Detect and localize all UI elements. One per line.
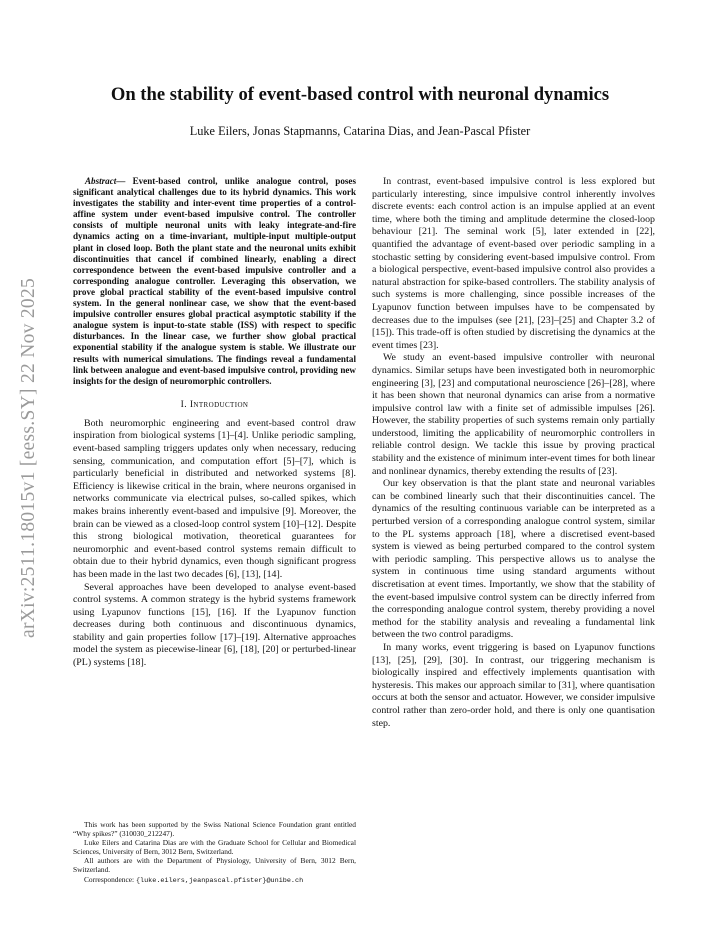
intro-paragraph: In many works, event triggering is based on Lyapunov functions [13], [25], [29], [30]. In contrast, our triggering mechanism is biologically inspired and effectively implements quantisation with hysteresis. This makes our approach similar to [31], where quantisation occurs at both the sensor and actuator. However, we consider impulsive control rather than zero-order hold, and there is only one quantisation step. (372, 641, 655, 729)
footnote-affiliation: All authors are with the Department of Physiology, University of Bern, 3012 Bern, Switzerland. (73, 856, 356, 875)
intro-paragraph: In contrast, event-based impulsive control is less explored but particularly interesting, since impulsive control inherently involves discrete events: each control action is an impulse applied at an event time, where both the timing and amplitude determine the closed-loop behaviour [21]. The seminal work [5], later extended in [22], quantified the advantage of event-based over periodic sampling in a stochastic setting by considering event-based impulsive control. From a biological perspective, event-based impulsive control also provides a natural abstraction for spike-based controllers. The stability analysis of such systems is more challenging, since possible increases of the Lyapunov function between impulses have to be compensated by decreases due to the impulses (see [21], [23]–[25] and Chapter 3.2 of [15]). This trade-off is often studied by discretising the dynamics at the event times [23]. (372, 176, 655, 351)
correspondence-email: {luke.eilers,jeanpascal.pfister}@unibe.ch (135, 876, 304, 885)
arxiv-identifier: arXiv:2511.18015v1 [eess.SY] 22 Nov 2025 (18, 277, 39, 638)
footnotes (73, 820, 356, 886)
footnote-affiliation: Luke Eilers and Catarina Dias are with the Graduate School for Cellular and Biomedical Sciences, University of Bern, 3012 Bern, Switzerland. (73, 838, 356, 857)
author-list: Luke Eilers, Jonas Stapmanns, Catarina Dias, and Jean-Pascal Pfister (189, 124, 531, 138)
left-column (73, 176, 356, 670)
abstract-label: Abstract (85, 176, 117, 186)
paper-title: On the stability of event-based control with neuronal dynamics (110, 84, 610, 105)
section-heading-introduction: I. Introduction (180, 398, 249, 410)
footnote-funding: This work has been supported by the Swiss National Science Foundation grant entitled “Why spikes?” (310030_212247). (73, 820, 356, 839)
intro-paragraph: Several approaches have been developed to analyse event-based control systems. A common strategy is the hybrid systems framework using Lyapunov functions [15], [16]. If the Lyapunov function decreases during both continuous and discontinuous dynamics, stability and gain properties follow [17]–[19]. Alternative approaches model the system as piecewise-linear [6], [18], [20] or perturbed-linear (PL) systems [18]. (73, 581, 356, 669)
intro-paragraph: We study an event-based impulsive controller with neuronal dynamics. Similar setups have been investigated both in neuromorphic engineering [3], [23] and computational neuroscience [26]–[28], where it has been shown that neuronal dynamics can arise from a normative impulsive control law with a finite set of admissible impulses [26]. However, the stability properties of such systems remain only partially understood, limiting the applicability of neuromorphic controllers in reliable control design. We tackle this issue by proving practical stability and the existence of minimum inter-event times for both linear and nonlinear dynamics, thereby extending the results of [23]. (372, 352, 655, 477)
abstract (73, 176, 356, 387)
intro-paragraph: Both neuromorphic engineering and event-based control draw inspiration from biological systems [1]–[4]. Unlike periodic sampling, event-based sampling triggers updates only when necessary, reducing sensing, communication, and computation effort [5]–[7], which is particularly beneficial in distributed and networked systems [8]. Efficiency is likewise critical in the brain, where neurons organised in networks communicate via electrical pulses, so-called spikes, which makes brains inherently event-based and impulsive [9]. Moreover, the brain can be viewed as a closed-loop control system [10]–[12]. Despite this strong biological motivation, theoretical guarantees for neuromorphic and event-based control systems remain difficult to obtain due to their hybrid dynamics, even though significant progress has been made in the last two decades [6], [13], [14]. (73, 417, 356, 580)
right-column (372, 176, 655, 730)
footnote-correspondence (73, 875, 356, 886)
abstract-text: — Event-based control, unlike analogue control, poses significant analytical challenges due to its hybrid dynamics. This work investigates the stability and inter-event time properties of a control-affine system under event-based impulsive control. The controller consists of multiple neuronal units with leaky integrate-and-fire dynamics acting on a time-invariant, multiple-input multiple-output plant in closed loop. Both the plant state and the neuronal units exhibit discontinuities that cancel if combined linearly, enabling a direct correspondence between the event-based impulsive controller and a corresponding analogue controller. Leveraging this observation, we prove global practical stability of the event-based impulsive control system. In the general nonlinear case, we show that the event-based impulsive controller ensures global practical asymptotic stability if the analogue system is input-to-state stable (ISS) with respect to specific disturbances. In the linear case, we further show global practical exponential stability if the analogue system is stable. We illustrate our results with numerical simulations. The findings reveal a fundamental link between analogue and event-based impulsive control, providing new insights for the design of neuromorphic controllers. (73, 176, 356, 386)
intro-paragraph: Our key observation is that the plant state and neuronal variables can be combined linearly such that their discontinuities cancel. The dynamics of the resulting continuous variable can be interpreted as a perturbed version of a corresponding analogue control system, similar to the PL systems approach [18], where a discretised event-based system is viewed as being perturbed compared to the control system with periodic sampling. This perspective allows us to analyse the system in continuous time using standard arguments without discretisation at event times. Importantly, we show that the stability of the event-based impulsive control system can be directly inferred from the corresponding analogue control system, thereby providing a novel method for the stability analysis and revealing a fundamental link between the two control paradigms. (372, 478, 655, 641)
correspondence-label: Correspondence: (84, 874, 136, 884)
